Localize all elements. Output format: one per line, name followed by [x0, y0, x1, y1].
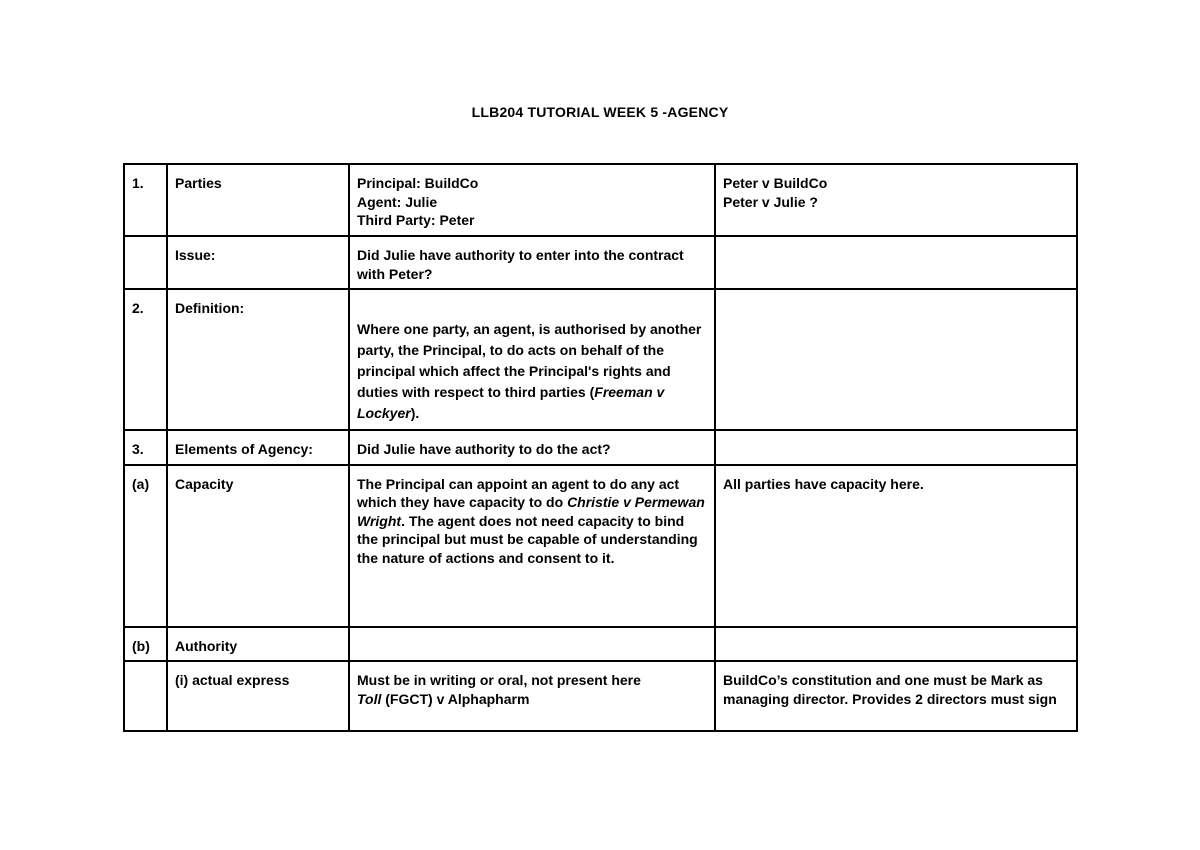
table-row: [124, 661, 1077, 731]
row-note: All parties have capacity here.: [715, 465, 1077, 627]
table-row: [124, 465, 1077, 627]
row-number: 2.: [124, 289, 167, 430]
row-number: 1.: [124, 164, 167, 236]
row-number: 3.: [124, 430, 167, 465]
content-line-1: Must be in writing or oral, not present here: [357, 672, 641, 688]
row-note: [715, 289, 1077, 430]
case-citation: Freeman v Lockyer: [357, 384, 665, 421]
row-label: Parties: [167, 164, 349, 236]
capacity-text-a: The Principal can appoint an agent to do any act which they have capacity to do: [357, 475, 680, 510]
agent-line: Agent: Julie: [357, 193, 438, 210]
row-content: [349, 164, 715, 236]
row-label: Issue:: [167, 236, 349, 289]
row-note: [715, 236, 1077, 289]
definition-text-a: Where one party, an agent, is authorised by another party, the Principal, to do acts on behalf of the principal which affect the Principal's rights and duties with respect to third parties (: [357, 321, 702, 400]
row-label: Capacity: [167, 465, 349, 627]
row-label: Elements of Agency:: [167, 430, 349, 465]
table-row: [124, 627, 1077, 662]
case-citation: Toll: [357, 690, 382, 707]
case-citation-rest: (FGCT) v Alphapharm: [381, 690, 530, 707]
row-content: [349, 661, 715, 731]
note-line-1: Peter v BuildCo: [723, 175, 828, 191]
content-line-2: [357, 690, 707, 709]
row-number: (b): [124, 627, 167, 662]
row-number: [124, 236, 167, 289]
agency-table: [123, 163, 1078, 732]
row-content: [349, 627, 715, 662]
row-content: Did Julie have authority to do the act?: [349, 430, 715, 465]
row-note: [715, 430, 1077, 465]
row-label: (i) actual express: [167, 661, 349, 731]
note-line-2: Peter v Julie ?: [723, 193, 818, 210]
row-content: [349, 289, 715, 430]
table-row: [124, 430, 1077, 465]
principal-line: Principal: BuildCo: [357, 175, 479, 191]
row-number: (a): [124, 465, 167, 627]
table-row: [124, 289, 1077, 430]
row-label: Authority: [167, 627, 349, 662]
row-note: [715, 164, 1077, 236]
row-note: BuildCo’s constitution and one must be Mark as managing director. Provides 2 directors must sign: [715, 661, 1077, 731]
row-content: Did Julie have authority to enter into the contract with Peter?: [349, 236, 715, 289]
third-party-line: Third Party: Peter: [357, 212, 475, 228]
row-number: [124, 661, 167, 731]
capacity-text-b: . The agent does not need capacity to bind the principal but must be capable of understanding the nature of actions and consent to it.: [357, 512, 698, 566]
definition-text: [357, 299, 707, 424]
definition-text-b: ).: [410, 405, 420, 421]
table-row: [124, 236, 1077, 289]
case-citation: Christie v Permewan Wright: [357, 494, 705, 529]
row-label: Definition:: [167, 289, 349, 430]
row-note: [715, 627, 1077, 662]
row-content: [349, 465, 715, 627]
table-row: [124, 164, 1077, 236]
document-title: LLB204 TUTORIAL WEEK 5 -AGENCY: [471, 104, 729, 120]
